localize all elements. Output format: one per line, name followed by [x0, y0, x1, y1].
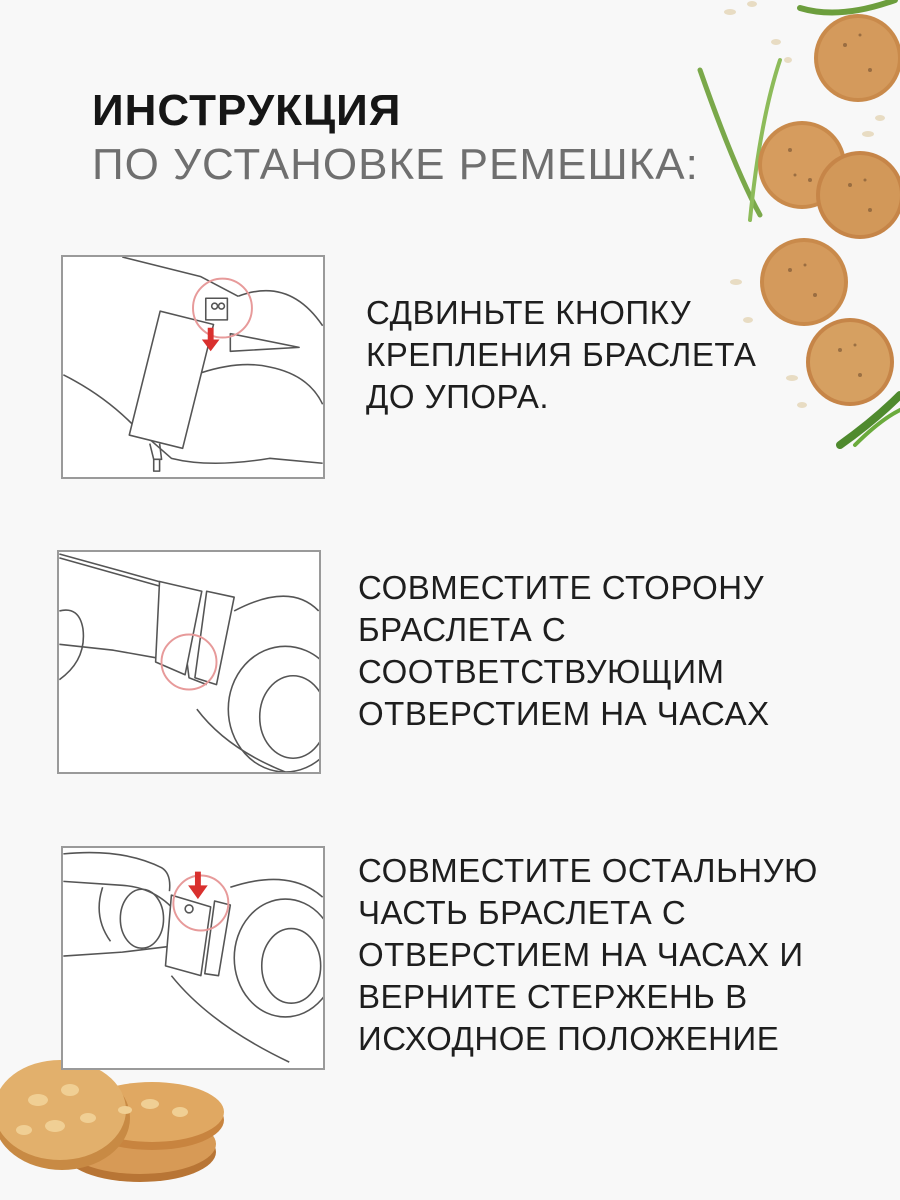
- step-1-text: СДВИНЬТЕ КНОПКУ КРЕПЛЕНИЯ БРАСЛЕТА ДО УПОРА.: [366, 294, 757, 415]
- step-2-drawing: [59, 552, 319, 772]
- step-1-illustration: [61, 255, 325, 479]
- step-2-illustration: [57, 550, 321, 774]
- step-3-illustration: [61, 846, 325, 1070]
- step-1-drawing: [63, 257, 323, 477]
- step-3-drawing: [63, 848, 323, 1068]
- title-line-1: ИНСТРУКЦИЯ: [92, 86, 402, 135]
- title-line-2: ПО УСТАНОВКЕ РЕМЕШКА:: [92, 140, 699, 189]
- step-2-text: СОВМЕСТИТЕ СТОРОНУ БРАСЛЕТА С СООТВЕТСТВУЮЩИМ ОТВЕРСТИЕМ НА ЧАСАХ: [358, 569, 770, 732]
- step-3-text: СОВМЕСТИТЕ ОСТАЛЬНУЮ ЧАСТЬ БРАСЛЕТА С ОТВЕРСТИЕМ НА ЧАСАХ И ВЕРНИТЕ СТЕРЖЕНЬ В ИСХОДНОЕ ПОЛОЖЕНИЕ: [358, 852, 818, 1057]
